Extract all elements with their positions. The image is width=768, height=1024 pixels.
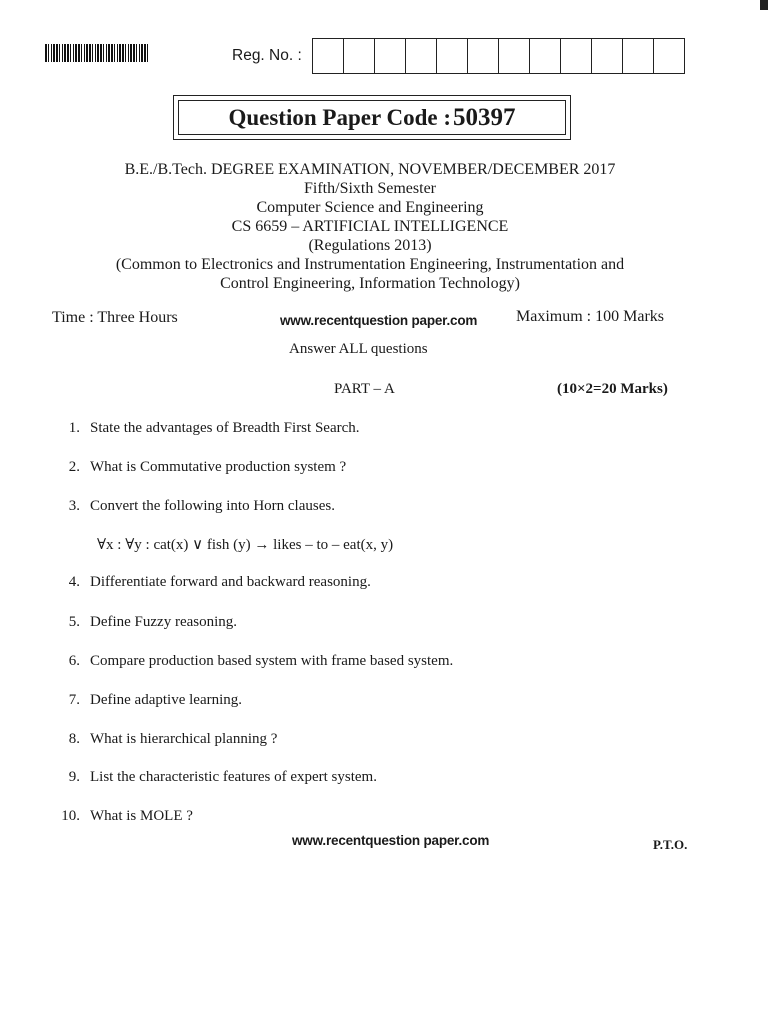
question-number: 8. xyxy=(68,731,80,747)
question-number: 1. xyxy=(68,420,80,436)
question-number: 9. xyxy=(68,769,80,785)
reg-no-box[interactable] xyxy=(344,39,375,73)
question-paper-code-box xyxy=(173,95,571,140)
reg-no-box[interactable] xyxy=(437,39,468,73)
question-paper-code-label: Question Paper Code : xyxy=(228,104,452,130)
question-text: What is MOLE ? xyxy=(90,808,193,824)
watermark-top: www.recentquestion paper.com xyxy=(280,313,478,328)
question-text: Differentiate forward and backward reasoning. xyxy=(90,574,371,590)
pto-label: P.T.O. xyxy=(653,837,688,852)
common-to-line1: (Common to Electronics and Instrumentation Engineering, Instrumentation and xyxy=(115,256,625,273)
question-text: What is hierarchical planning ? xyxy=(90,731,278,747)
question-text: What is Commutative production system ? xyxy=(90,459,347,475)
exam-title: B.E./B.Tech. DEGREE EXAMINATION, NOVEMBER/DECEMBER 2017 xyxy=(124,161,616,178)
subject: CS 6659 – ARTIFICIAL INTELLIGENCE xyxy=(231,218,509,235)
reg-no-box[interactable] xyxy=(654,39,684,73)
part-marks: (10×2=20 Marks) xyxy=(557,381,668,397)
reg-no-box[interactable] xyxy=(468,39,499,73)
question-number: 2. xyxy=(68,459,80,475)
maximum-marks: Maximum : 100 Marks xyxy=(516,308,664,325)
reg-no-box[interactable] xyxy=(623,39,654,73)
barcode xyxy=(45,44,150,62)
time-allowed: Time : Three Hours xyxy=(52,309,178,326)
part-heading: PART – A xyxy=(334,381,395,397)
exam-header xyxy=(30,160,710,293)
page-edge xyxy=(758,0,768,1024)
reg-no-box[interactable] xyxy=(530,39,561,73)
reg-no-box[interactable] xyxy=(499,39,530,73)
reg-no-boxes[interactable] xyxy=(312,38,685,74)
question-number: 6. xyxy=(68,653,80,669)
department: Computer Science and Engineering xyxy=(256,199,484,216)
instruction: Answer ALL questions xyxy=(289,341,428,357)
regulations: (Regulations 2013) xyxy=(308,237,432,254)
common-to-line2: Control Engineering, Information Technology) xyxy=(220,275,520,292)
question-number: 5. xyxy=(68,614,80,630)
question-number: 7. xyxy=(68,692,80,708)
question-text: List the characteristic features of expert system. xyxy=(90,769,377,785)
horn-clause-formula: ∀x : ∀y : cat(x) ∨ fish (y) → likes – to – eat(x, y) xyxy=(97,537,394,553)
question-text: State the advantages of Breadth First Search. xyxy=(90,420,360,436)
question-number: 10. xyxy=(61,808,80,824)
question-text: Compare production based system with frame based system. xyxy=(90,653,454,669)
reg-no-box[interactable] xyxy=(313,39,344,73)
question-text: Define Fuzzy reasoning. xyxy=(90,614,238,630)
question-text: Define adaptive learning. xyxy=(90,692,243,708)
reg-no-label: Reg. No. : xyxy=(232,47,302,64)
question-text: Convert the following into Horn clauses. xyxy=(90,498,335,514)
reg-no-box[interactable] xyxy=(561,39,592,73)
reg-no-box[interactable] xyxy=(375,39,406,73)
reg-no-box[interactable] xyxy=(592,39,623,73)
question-paper-code-number: 50397 xyxy=(453,103,516,131)
semester: Fifth/Sixth Semester xyxy=(304,180,436,197)
question-number: 3. xyxy=(68,498,80,514)
question-number: 4. xyxy=(68,574,80,590)
watermark-bottom: www.recentquestion paper.com xyxy=(292,833,490,848)
reg-no-box[interactable] xyxy=(406,39,437,73)
